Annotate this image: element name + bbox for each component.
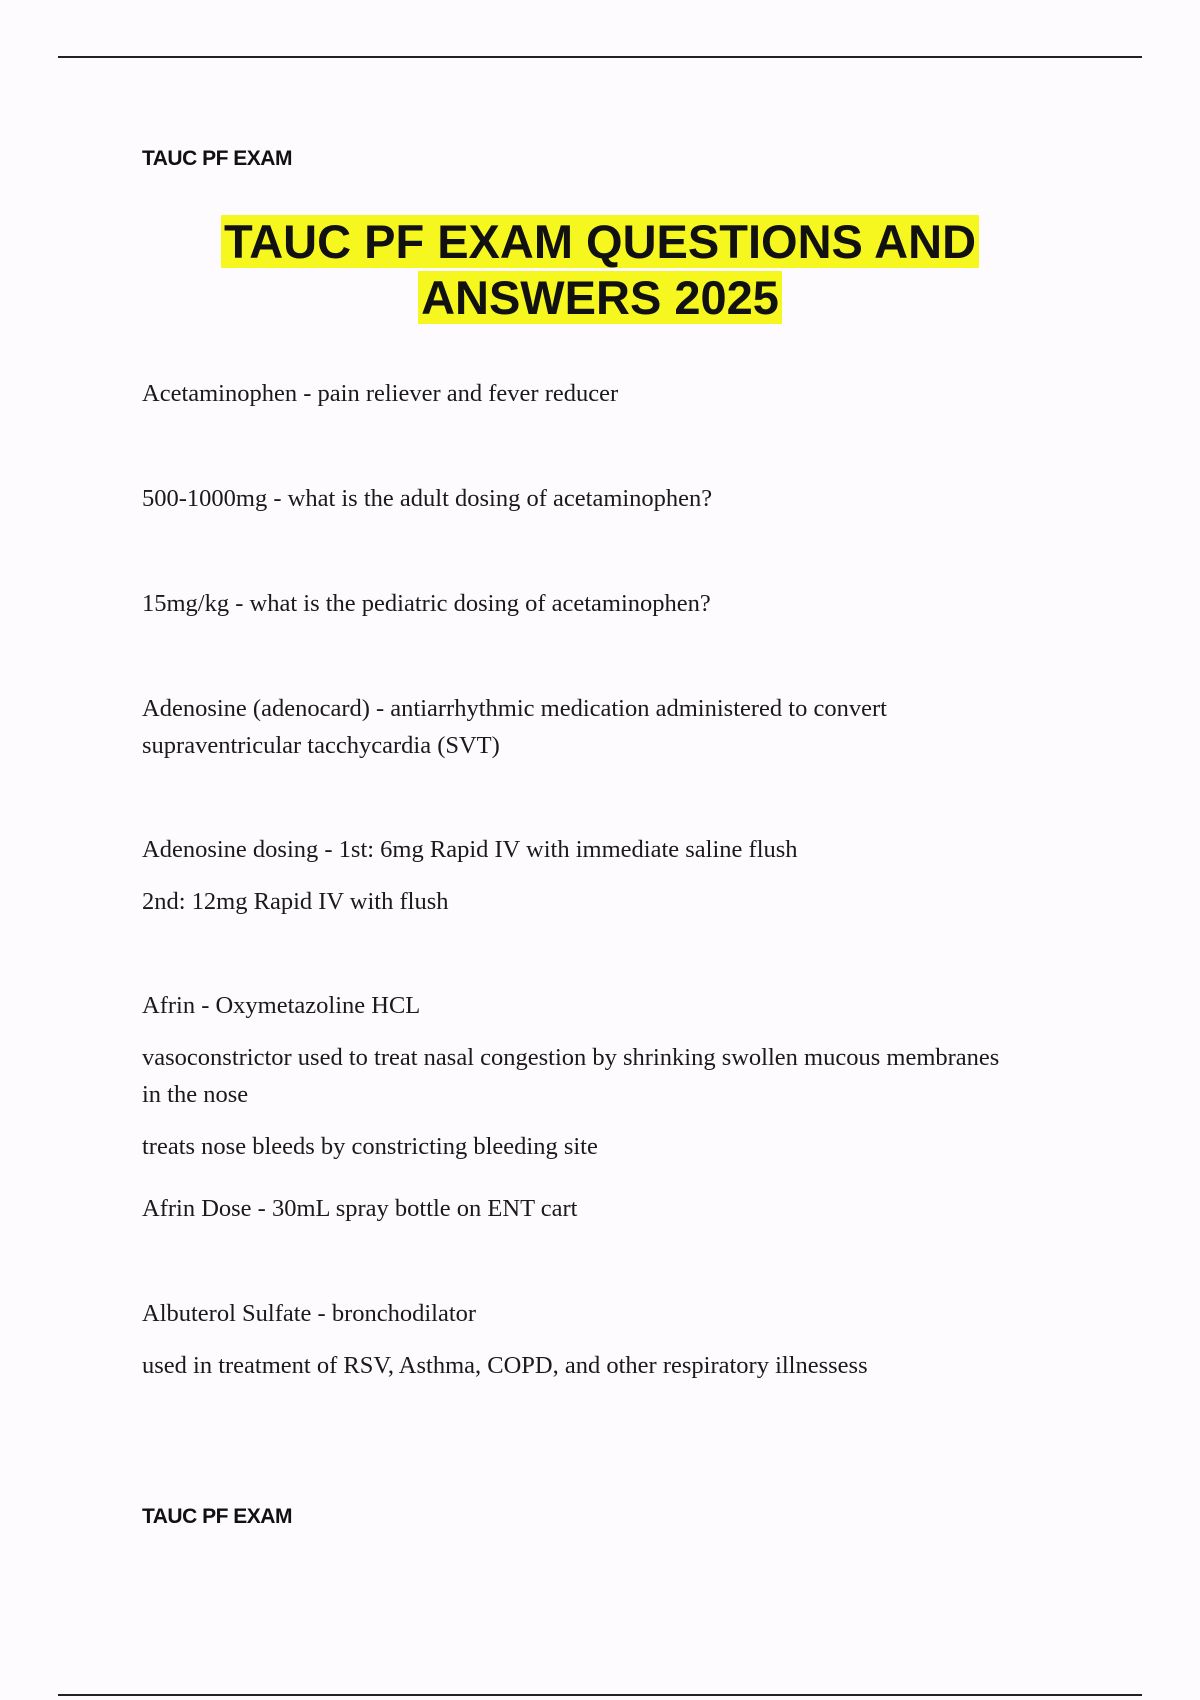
entry-line: 15mg/kg - what is the pediatric dosing of acetaminophen? — [142, 590, 711, 617]
title-line-2: ANSWERS 2025 — [418, 271, 782, 324]
entry-line: Adenosine dosing - 1st: 6mg Rapid IV with immediate saline flush — [142, 836, 798, 863]
entry-line: treats nose bleeds by constricting bleeding site — [142, 1133, 598, 1160]
qa-entry — [142, 480, 1002, 532]
top-rule — [58, 56, 1142, 58]
page-title — [0, 214, 1200, 326]
entry-line: Albuterol Sulfate - bronchodilator — [142, 1300, 477, 1327]
entry-line: Acetaminophen - pain reliever and fever reducer — [142, 380, 619, 407]
entry-line: Adenosine (adenocard) - antiarrhythmic medication administered to convert supraventricular tacchycardia (SVT) — [142, 695, 887, 759]
qa-entry — [142, 1190, 1002, 1242]
qa-entry — [142, 987, 1002, 1180]
running-head: TAUC PF EXAM — [142, 147, 292, 170]
bottom-rule — [58, 1694, 1142, 1696]
entry-line: 2nd: 12mg Rapid IV with flush — [142, 888, 449, 915]
entry-line: 500-1000mg - what is the adult dosing of acetaminophen? — [142, 485, 713, 512]
footer-running-head: TAUC PF EXAM — [142, 1505, 292, 1528]
qa-entry — [142, 1295, 1002, 1399]
title-line-1: TAUC PF EXAM QUESTIONS AND — [221, 215, 979, 268]
entry-line: vasoconstrictor used to treat nasal congestion by shrinking swollen mucous membranes in the nose — [142, 1044, 1000, 1108]
entry-line: Afrin Dose - 30mL spray bottle on ENT cart — [142, 1195, 578, 1222]
entry-line: used in treatment of RSV, Asthma, COPD, and other respiratory illnessess — [142, 1352, 868, 1379]
qa-entry — [142, 831, 1002, 935]
qa-entry — [142, 585, 1002, 637]
qa-entry — [142, 375, 1002, 427]
qa-entry — [142, 690, 1002, 779]
entry-line: Afrin - Oxymetazoline HCL — [142, 992, 421, 1019]
